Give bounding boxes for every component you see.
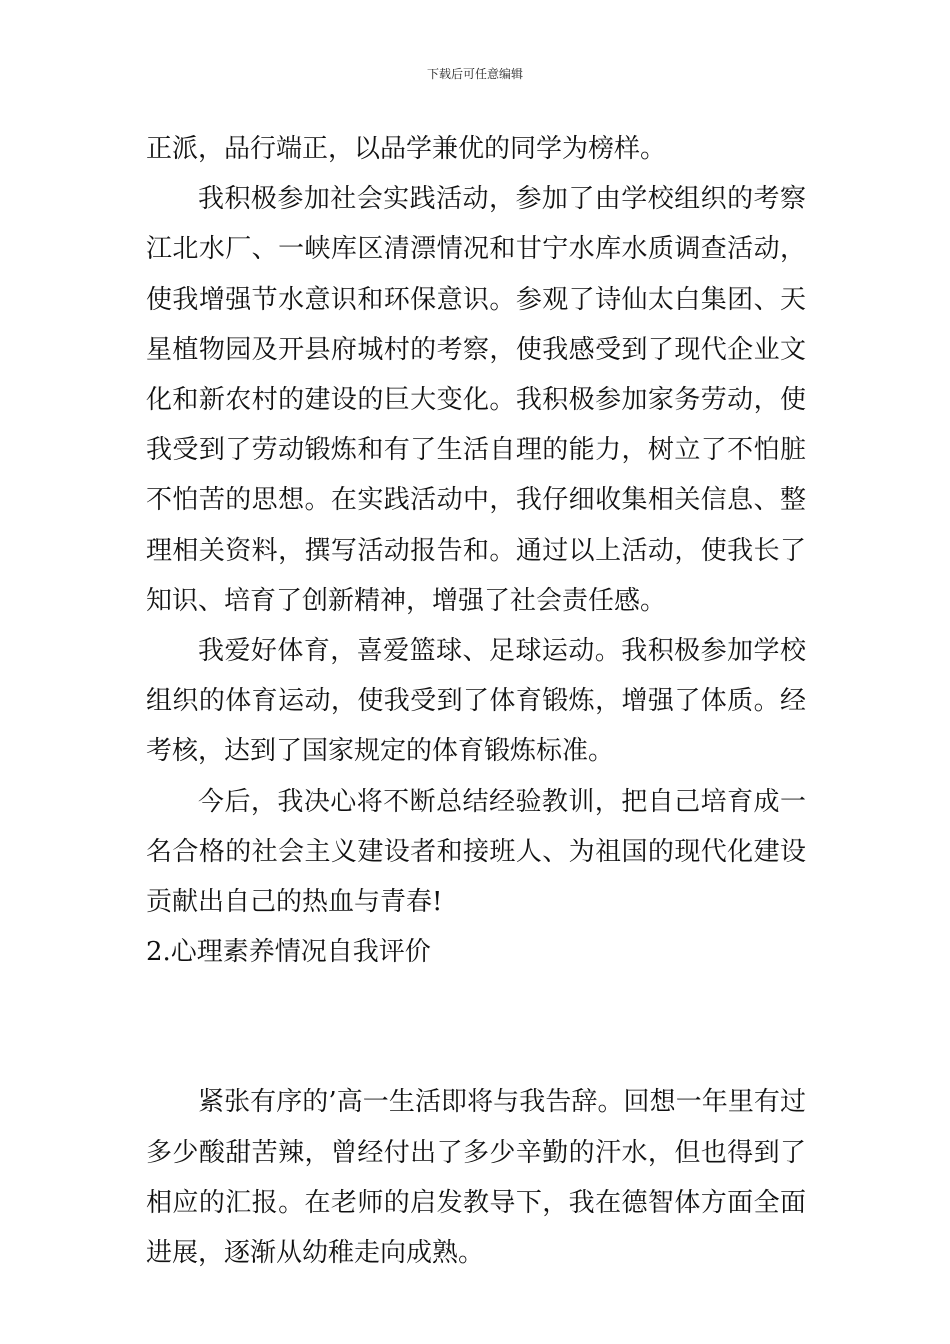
document-body	[146, 124, 806, 1278]
page-header: 下载后可任意编辑	[426, 67, 523, 81]
blank-space	[146, 977, 806, 1077]
paragraph-future-resolve: 今后，我决心将不断总结经验教训，把自己培育成一名合格的社会主义建设者和接班人、为祖国的现代化建设贡献出自己的热血与青春!	[146, 786, 806, 918]
paragraph-continuation: 正派，品行端正，以品学兼优的同学为榜样。	[146, 134, 667, 164]
paragraph-psychological: 紧张有序的’高一生活即将与我告辞。回想一年里有过多少酸甜苦辣，曾经付出了多少辛勤的汗水，但也得到了相应的汇报。在老师的启发教导下，我在德智体方面全面进展，逐渐从幼稚走向成熟。	[146, 1087, 806, 1269]
section-heading: 2.心理素养情况自我评价	[146, 937, 431, 968]
paragraph-sports: 我爱好体育，喜爱篮球、足球运动。我积极参加学校组织的体育运动，使我受到了体育锻炼，增强了体质。经考核，达到了国家规定的体育锻炼标准。	[146, 636, 806, 767]
paragraph-social-practice: 我积极参加社会实践活动，参加了由学校组织的考察江北水厂、一峡库区清漂情况和甘宁水库水质调查活动，使我增强节水意识和环保意识。参观了诗仙太白集团、天星植物园及开县府城村的考察，使我感受到了现代企业文化和新农村的建设的巨大变化。我积极参加家务劳动，使我受到了劳动锻炼和有了生活自理的能力，树立了不怕脏不怕苦的思想。在实践活动中，我仔细收集相关信息、整理相关资料，撰写活动报告和。通过以上活动，使我长了知识、培育了创新精神，增强了社会责任感。	[146, 184, 806, 616]
